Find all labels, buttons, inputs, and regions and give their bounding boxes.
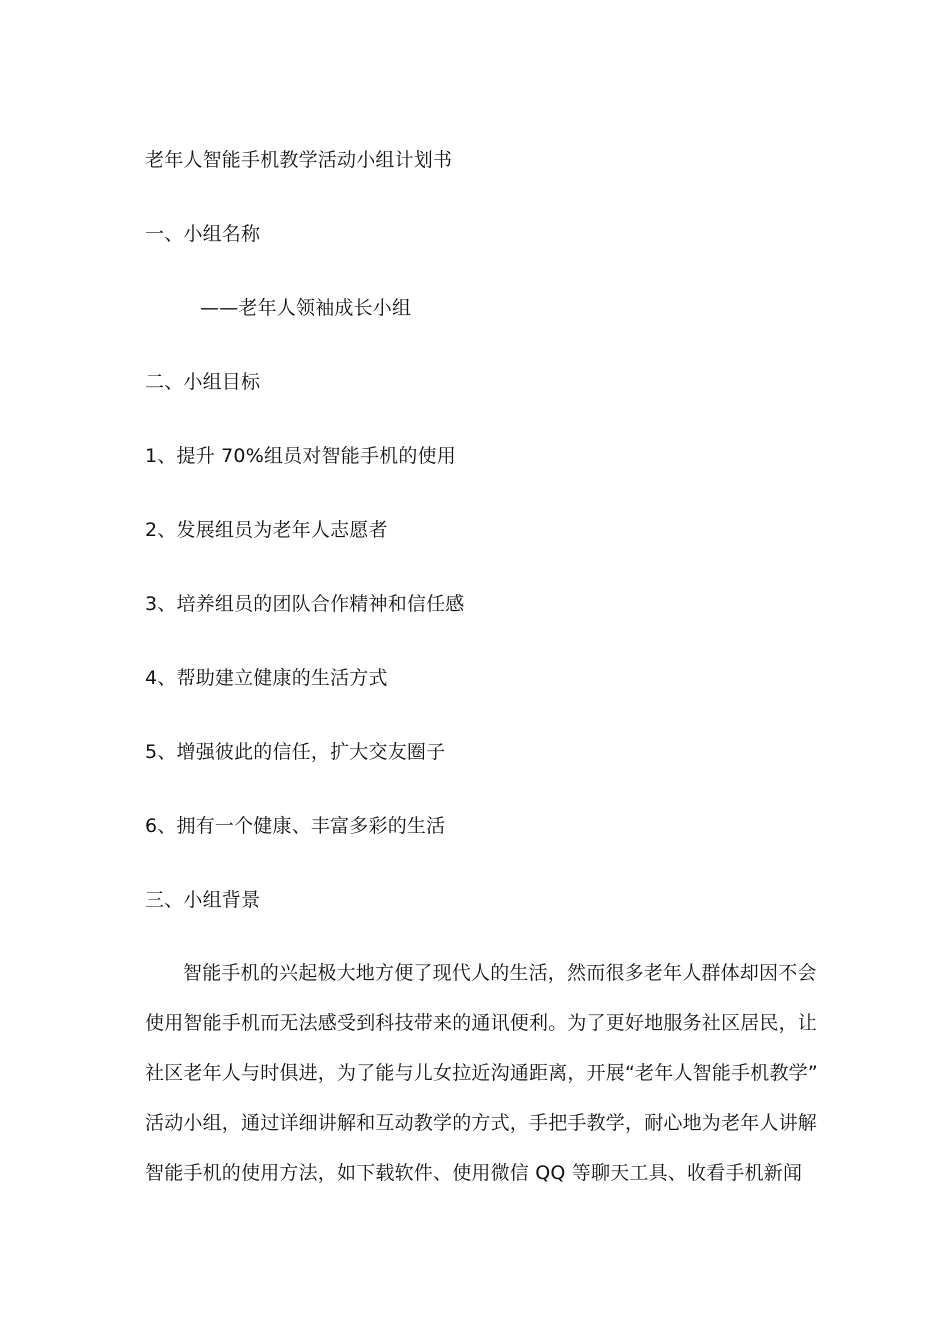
paragraph-line: 智能手机的兴起极大地方便了现代人的生活，然而很多老年人群体却因不会 — [183, 962, 817, 984]
group-name: ——老年人领袖成长小组 — [200, 297, 412, 319]
goal-item: 4、帮助建立健康的生活方式 — [145, 667, 388, 689]
goal-item: 2、发展组员为老年人志愿者 — [145, 519, 388, 541]
paragraph-line: 活动小组，通过详细讲解和互动教学的方式，手把手教学，耐心地为老年人讲解 — [145, 1112, 818, 1134]
paragraph-line: 社区老年人与时俱进，为了能与儿女拉近沟通距离，开展“老年人智能手机教学” — [145, 1062, 818, 1084]
section-heading-name: 一、小组名称 — [145, 223, 261, 245]
section-heading-goals: 二、小组目标 — [145, 371, 261, 393]
section-heading-background: 三、小组背景 — [145, 889, 261, 911]
paragraph-line: 智能手机的使用方法，如下载软件、使用微信 QQ 等聊天工具、收看手机新闻 — [145, 1162, 803, 1184]
goal-item: 1、提升 70%组员对智能手机的使用 — [145, 445, 456, 467]
paragraph-line: 使用智能手机而无法感受到科技带来的通讯便利。为了更好地服务社区居民，让 — [145, 1012, 818, 1034]
goal-item: 6、拥有一个健康、丰富多彩的生活 — [145, 815, 446, 837]
goal-item: 3、培养组员的团队合作精神和信任感 — [145, 593, 465, 615]
goal-item: 5、增强彼此的信任，扩大交友圈子 — [145, 741, 446, 763]
document-title: 老年人智能手机教学活动小组计划书 — [145, 149, 453, 171]
